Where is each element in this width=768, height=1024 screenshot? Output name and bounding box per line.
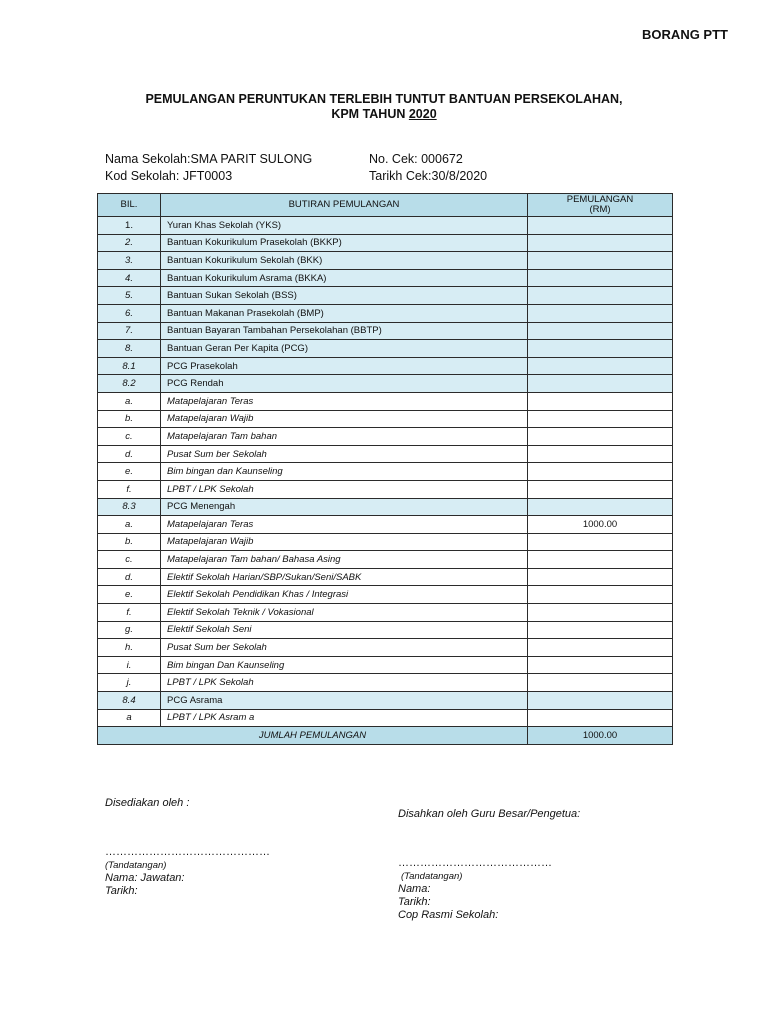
row-amount	[528, 340, 673, 358]
table-row	[98, 269, 673, 287]
row-description: Bim bingan Dan Kaunseling	[161, 656, 528, 674]
row-bil: 8.4	[98, 692, 161, 710]
row-bil: 8.	[98, 340, 161, 358]
table-row	[98, 340, 673, 358]
row-bil: f.	[98, 604, 161, 622]
row-description: Matapelajaran Teras	[161, 516, 528, 534]
row-amount	[528, 445, 673, 463]
cheque-number: No. Cek: 000672	[369, 152, 463, 166]
row-bil: 8.3	[98, 498, 161, 516]
row-description: Bantuan Makanan Prasekolah (BMP)	[161, 304, 528, 322]
row-description: PCG Prasekolah	[161, 357, 528, 375]
row-bil: b.	[98, 410, 161, 428]
table-row	[98, 445, 673, 463]
row-bil: e.	[98, 586, 161, 604]
school-name: Nama Sekolah:SMA PARIT SULONG	[105, 152, 313, 166]
row-description: Bantuan Kokurikulum Sekolah (BKK)	[161, 252, 528, 270]
row-bil: a.	[98, 516, 161, 534]
row-amount	[528, 568, 673, 586]
prepared-name: Nama: Jawatan:	[105, 872, 185, 884]
approved-date: Tarikh:	[398, 896, 431, 908]
row-amount	[528, 428, 673, 446]
row-amount	[528, 463, 673, 481]
row-bil: j.	[98, 674, 161, 692]
row-description: LPBT / LPK Sekolah	[161, 674, 528, 692]
row-amount	[528, 375, 673, 393]
row-bil: 3.	[98, 252, 161, 270]
prepared-by-heading: Disediakan oleh :	[105, 797, 190, 809]
row-amount	[528, 639, 673, 657]
row-description: Matapelajaran Teras	[161, 392, 528, 410]
page-title	[0, 92, 768, 122]
table-row	[98, 692, 673, 710]
row-bil: a	[98, 709, 161, 727]
row-description: PCG Asrama	[161, 692, 528, 710]
row-amount	[528, 692, 673, 710]
row-description: Bantuan Sukan Sekolah (BSS)	[161, 287, 528, 305]
row-description: Bim bingan dan Kaunseling	[161, 463, 528, 481]
row-bil: f.	[98, 480, 161, 498]
row-description: Bantuan Geran Per Kapita (PCG)	[161, 340, 528, 358]
table-row	[98, 252, 673, 270]
table-row	[98, 516, 673, 534]
approved-sign-label: (Tandatangan)	[401, 871, 463, 882]
row-amount	[528, 709, 673, 727]
table-row	[98, 674, 673, 692]
table-row	[98, 551, 673, 569]
row-description: LPBT / LPK Sekolah	[161, 480, 528, 498]
table-header-row	[98, 194, 673, 217]
prepared-by-block	[105, 797, 270, 898]
row-description: Elektif Sekolah Pendidikan Khas / Integrasi	[161, 586, 528, 604]
table-row	[98, 375, 673, 393]
school-code: Kod Sekolah: JFT0003	[105, 169, 233, 183]
row-bil: b.	[98, 533, 161, 551]
table-row	[98, 357, 673, 375]
header-amount-line1: PEMULANGAN	[566, 194, 634, 205]
row-amount	[528, 357, 673, 375]
prepared-date: Tarikh:	[105, 885, 138, 897]
row-amount	[528, 252, 673, 270]
table-row	[98, 480, 673, 498]
table-row	[98, 533, 673, 551]
row-description: Pusat Sum ber Sekolah	[161, 639, 528, 657]
table-row	[98, 568, 673, 586]
row-description: Bantuan Bayaran Tambahan Persekolahan (BBTP)	[161, 322, 528, 340]
header-bil: BIL.	[98, 194, 161, 217]
row-description: Elektif Sekolah Harian/SBP/Sukan/Seni/SABK	[161, 568, 528, 586]
prepared-sign-label: (Tandatangan)	[105, 860, 167, 871]
table-row	[98, 392, 673, 410]
row-description: Elektif Sekolah Seni	[161, 621, 528, 639]
row-bil: 2.	[98, 234, 161, 252]
row-description: Bantuan Kokurikulum Asrama (BKKA)	[161, 269, 528, 287]
row-amount	[528, 287, 673, 305]
approved-by-block	[398, 808, 580, 922]
row-amount: 1000.00	[528, 516, 673, 534]
row-amount	[528, 551, 673, 569]
row-amount	[528, 304, 673, 322]
row-description: Matapelajaran Wajib	[161, 533, 528, 551]
table-row	[98, 621, 673, 639]
form-code: BORANG PTT	[642, 27, 728, 42]
table-row	[98, 217, 673, 235]
row-amount	[528, 269, 673, 287]
title-line-2	[0, 107, 768, 122]
row-bil: 4.	[98, 269, 161, 287]
cheque-date: Tarikh Cek:30/8/2020	[369, 169, 488, 183]
total-label: JUMLAH PEMULANGAN	[98, 727, 528, 745]
prepared-signature-line: ………………………………………	[105, 846, 270, 858]
approved-signature-line: ……………………………………	[398, 857, 552, 869]
row-description: Pusat Sum ber Sekolah	[161, 445, 528, 463]
row-bil: 8.2	[98, 375, 161, 393]
row-amount	[528, 410, 673, 428]
title-prefix: KPM TAHUN	[331, 107, 409, 121]
row-bil: 5.	[98, 287, 161, 305]
row-description: PCG Rendah	[161, 375, 528, 393]
table-row	[98, 463, 673, 481]
table-row	[98, 656, 673, 674]
row-bil: 6.	[98, 304, 161, 322]
row-amount	[528, 480, 673, 498]
refund-table	[97, 193, 673, 745]
row-bil: 7.	[98, 322, 161, 340]
row-amount	[528, 234, 673, 252]
title-year: 2020	[408, 107, 437, 121]
row-bil: e.	[98, 463, 161, 481]
header-amount	[528, 194, 673, 217]
row-bil: a.	[98, 392, 161, 410]
row-amount	[528, 498, 673, 516]
row-description: Bantuan Kokurikulum Prasekolah (BKKP)	[161, 234, 528, 252]
row-description: Yuran Khas Sekolah (YKS)	[161, 217, 528, 235]
row-description: Matapelajaran Tam bahan/ Bahasa Asing	[161, 551, 528, 569]
row-amount	[528, 322, 673, 340]
total-amount: 1000.00	[528, 727, 673, 745]
row-amount	[528, 217, 673, 235]
table-row	[98, 287, 673, 305]
school-stamp: Cop Rasmi Sekolah:	[398, 909, 499, 921]
table-row	[98, 498, 673, 516]
table-row	[98, 604, 673, 622]
row-description: Matapelajaran Wajib	[161, 410, 528, 428]
row-amount	[528, 586, 673, 604]
row-description: Matapelajaran Tam bahan	[161, 428, 528, 446]
row-bil: 8.1	[98, 357, 161, 375]
table-row	[98, 428, 673, 446]
row-bil: d.	[98, 568, 161, 586]
row-bil: i.	[98, 656, 161, 674]
row-description: LPBT / LPK Asram a	[161, 709, 528, 727]
row-bil: d.	[98, 445, 161, 463]
table-row	[98, 322, 673, 340]
row-amount	[528, 533, 673, 551]
table-row	[98, 234, 673, 252]
row-amount	[528, 604, 673, 622]
table-row	[98, 639, 673, 657]
total-row	[98, 727, 673, 745]
header-amount-line2: (RM)	[589, 204, 611, 215]
title-line-1: PEMULANGAN PERUNTUKAN TERLEBIH TUNTUT BANTUAN PERSEKOLAHAN,	[145, 92, 623, 106]
row-bil: g.	[98, 621, 161, 639]
header-desc: BUTIRAN PEMULANGAN	[161, 194, 528, 217]
row-amount	[528, 656, 673, 674]
row-bil: h.	[98, 639, 161, 657]
table-row	[98, 709, 673, 727]
row-bil: c.	[98, 428, 161, 446]
row-bil: c.	[98, 551, 161, 569]
row-description: PCG Menengah	[161, 498, 528, 516]
row-description: Elektif Sekolah Teknik / Vokasional	[161, 604, 528, 622]
row-amount	[528, 392, 673, 410]
row-amount	[528, 674, 673, 692]
table-row	[98, 586, 673, 604]
approved-by-heading: Disahkan oleh Guru Besar/Pengetua:	[398, 808, 581, 820]
approved-name: Nama:	[398, 883, 431, 895]
school-info	[105, 151, 312, 185]
row-amount	[528, 621, 673, 639]
cheque-info	[369, 151, 487, 185]
table-row	[98, 410, 673, 428]
row-bil: 1.	[98, 217, 161, 235]
table-row	[98, 304, 673, 322]
